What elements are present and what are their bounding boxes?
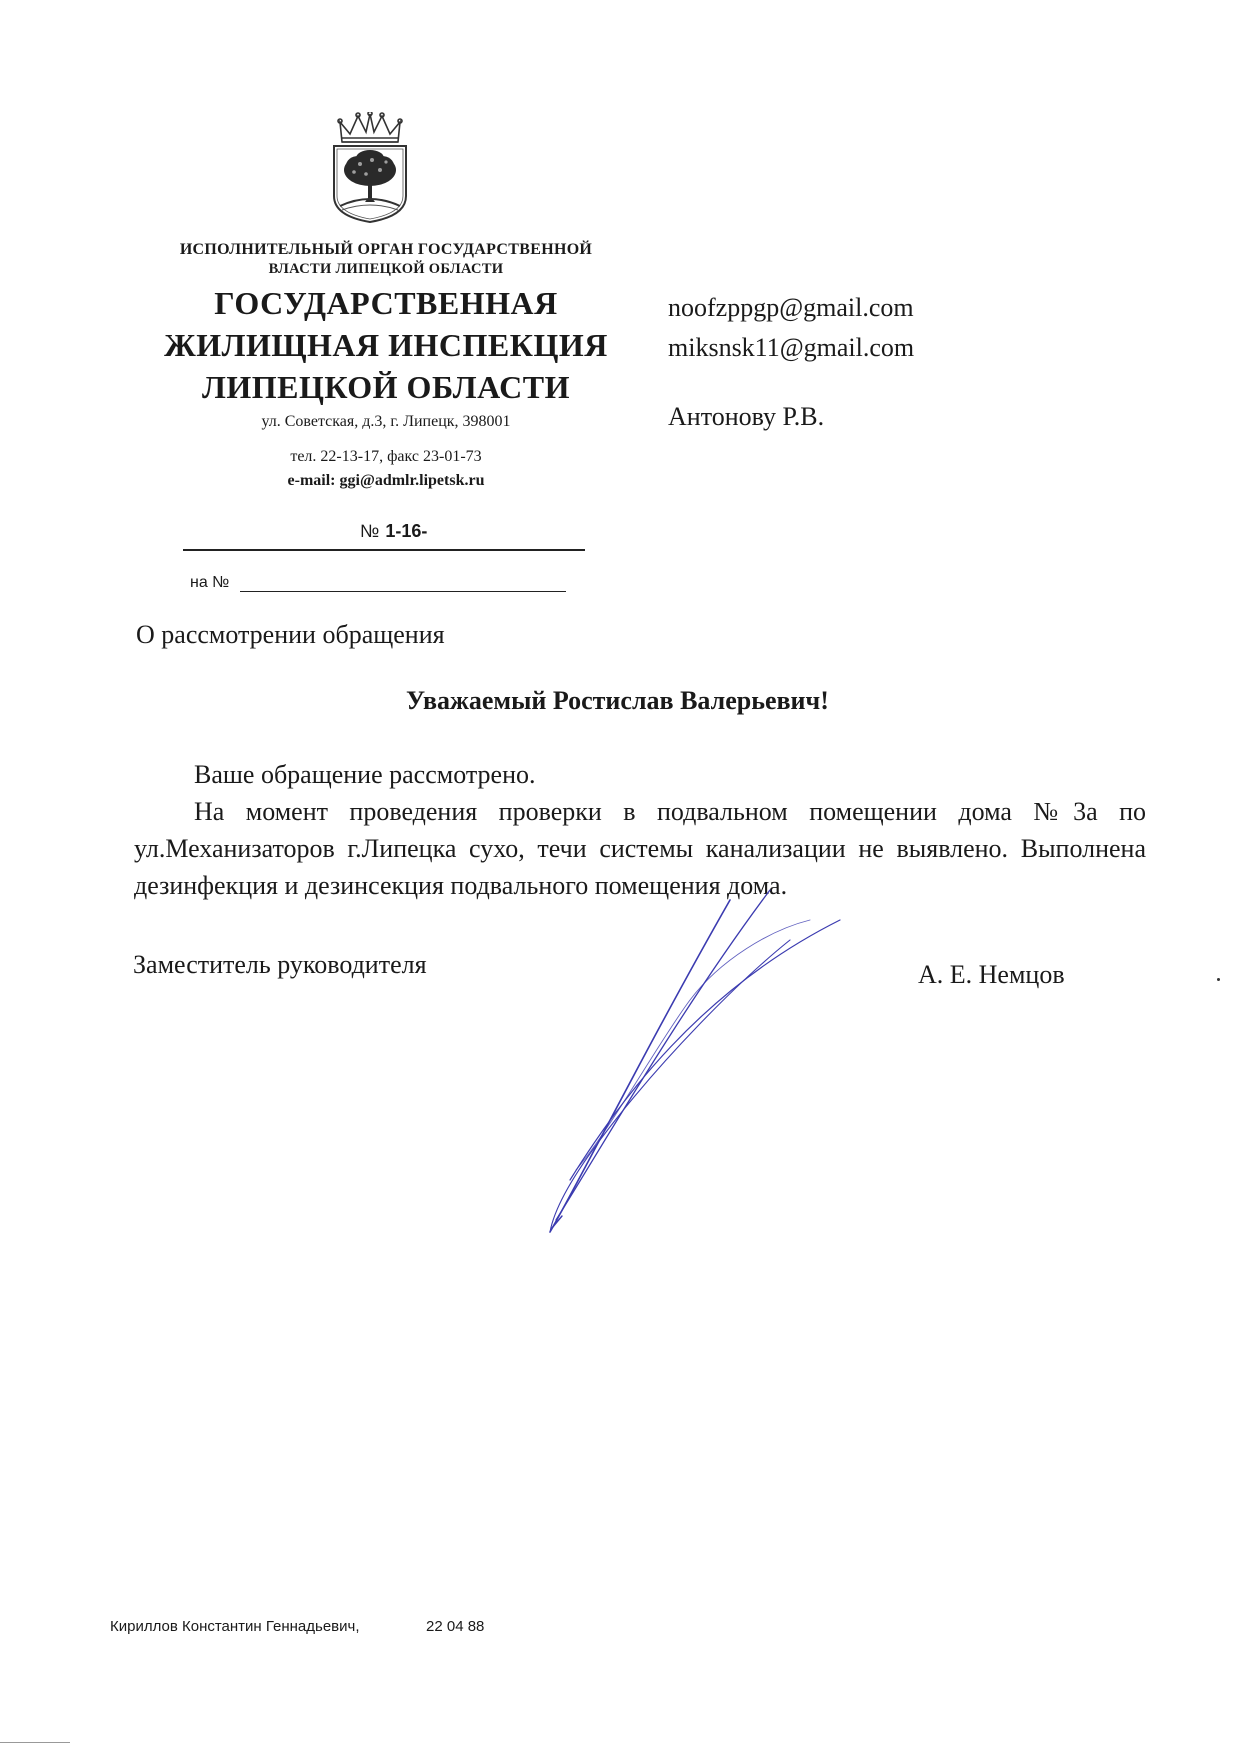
org-email: e-mail: ggi@admlr.lipetsk.ru [287, 472, 485, 489]
reply-to-label: на № [190, 574, 230, 591]
reference-number [360, 521, 427, 542]
letter-paragraph-2: На момент проведения проверки в подвальном помещении дома №3а по ул.Механизаторов г.Липецка сухо, течи системы канализации не выявлено. Выполнена дезинфекция и дезинсекция подвального помещения дома. [134, 797, 1146, 900]
org-phone: тел. 22-13-17, факс 23-01-73 [290, 448, 482, 465]
signer-name: А. Е. Немцов [918, 960, 1065, 989]
org-name-line-2: ЖИЛИЩНАЯ ИНСПЕКЦИЯ [164, 327, 608, 363]
org-name-line-3: ЛИПЕЦКОЙ ОБЛАСТИ [202, 369, 570, 405]
issuer-line-2: ВЛАСТИ ЛИПЕЦКОЙ ОБЛАСТИ [268, 261, 504, 277]
letter-salutation: Уважаемый Ростислав Валерьевич! [406, 686, 829, 715]
org-address: ул. Советская, д.3, г. Липецк, 398001 [261, 413, 511, 430]
issuer-line-1: ИСПОЛНИТЕЛЬНЫЙ ОРГАН ГОСУДАРСТВЕННОЙ [179, 241, 593, 258]
handwritten-signature [540, 880, 920, 1260]
org-name-line-1: ГОСУДАРСТВЕННАЯ [214, 285, 558, 321]
recipient-email-2: miksnsk11@gmail.com [668, 333, 915, 362]
performer-name: Кириллов Константин Геннадьевич, [110, 1618, 360, 1635]
recipient-email-1: noofzppgp@gmail.com [668, 293, 914, 322]
coat-of-arms-emblem [328, 112, 412, 224]
signer-title: Заместитель руководителя [133, 950, 427, 979]
letter-paragraph-1: Ваше обращение рассмотрено. [194, 760, 536, 789]
reference-number-line [183, 549, 585, 551]
bottom-rule [0, 1742, 70, 1743]
letter-subject: О рассмотрении обращения [136, 620, 445, 649]
reference-number-label: № [360, 521, 380, 541]
reply-to-line [240, 591, 566, 592]
margin-mark [1217, 978, 1220, 981]
performer-phone: 22 04 88 [426, 1618, 485, 1635]
recipient-name: Антонову Р.В. [668, 402, 825, 431]
reference-number-value: 1-16- [385, 521, 428, 541]
